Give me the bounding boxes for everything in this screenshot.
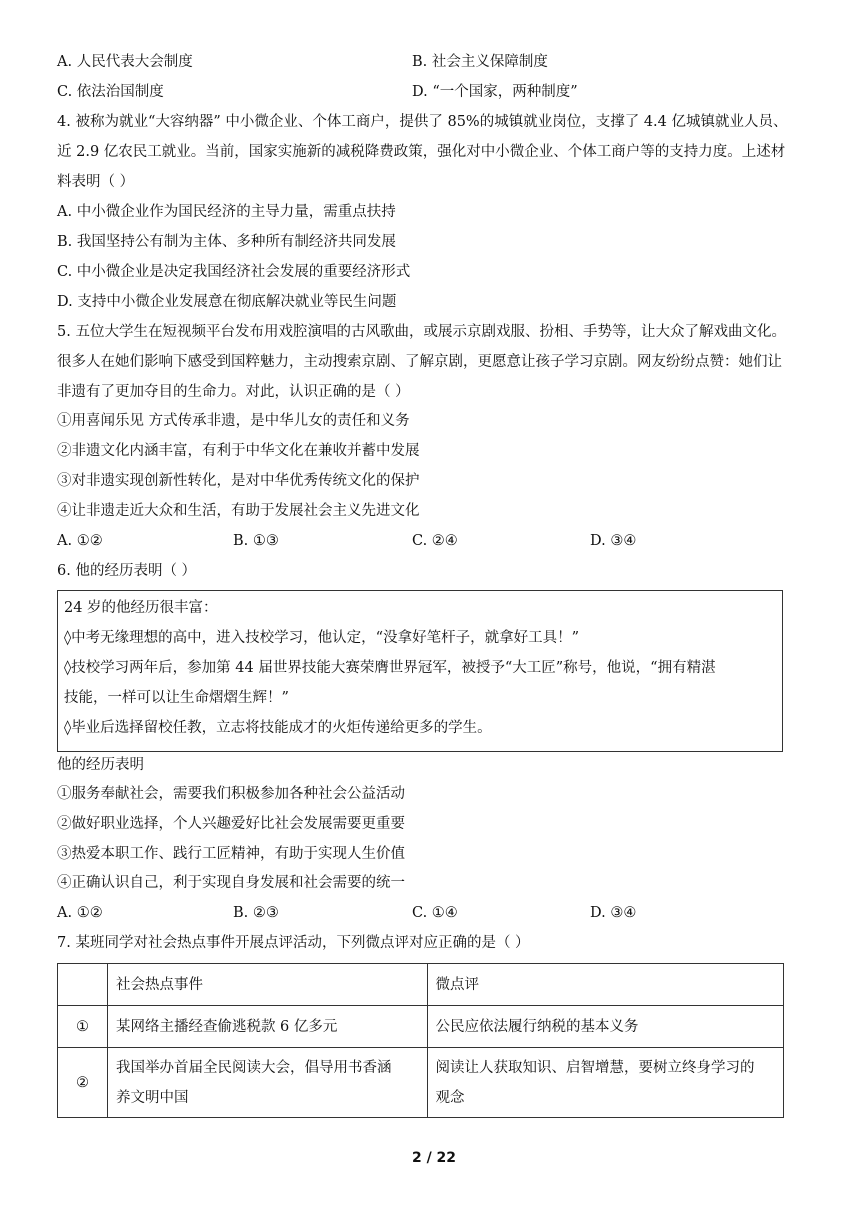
- q5-item-1: ①用喜闻乐见 方式传承非遗，是中华儿女的责任和义务: [57, 413, 410, 429]
- table-header-cell: 社会热点事件: [107, 964, 427, 1006]
- q5-item-4: ④让非遗走近大众和生活，有助于发展社会主义先进文化: [57, 503, 420, 519]
- q6-box-line: 技能，一样可以让生命熠熠生辉！”: [64, 690, 289, 706]
- q6-box-line: 24 岁的他经历很丰富：: [64, 600, 218, 616]
- q5-choice-d: D. ③④: [590, 533, 637, 549]
- q4-option-c: C. 中小微企业是决定我国经济社会发展的重要经济形式: [57, 264, 411, 280]
- table-row: [58, 1048, 784, 1118]
- q5-choice-a: A. ①②: [57, 533, 103, 549]
- q6-box-line: ◊毕业后选择留校任教，立志将技能成才的火炬传递给更多的学生。: [64, 720, 492, 736]
- table-cell-text: 养文明中国: [115, 1089, 189, 1106]
- q6-choice-c: C. ①④: [412, 905, 458, 921]
- q6-choice-a: A. ①②: [57, 905, 103, 921]
- table-header-cell: [58, 964, 108, 1006]
- q5-stem-line: 很多人在她们影响下感受到国粹魅力，主动搜索京剧、了解京剧，更愿意让孩子学习京剧。网友纷纷点赞：她们让: [57, 354, 782, 370]
- q6-choice-b: B. ②③: [233, 905, 279, 921]
- q5-stem-line: 5. 五位大学生在短视频平台发布用戏腔演唱的古风歌曲，或展示京剧戏服、扮相、手势等，让大众了解戏曲文化。: [57, 324, 786, 340]
- q4-option-a: A. 中小微企业作为国民经济的主导力量，需重点扶持: [57, 204, 396, 220]
- q5-choice-c: C. ②④: [412, 533, 458, 549]
- q4-option-d: D. 支持中小微企业发展意在彻底解决就业等民生问题: [57, 294, 397, 310]
- q6-box-line: ◊技校学习两年后，参加第 44 届世界技能大赛荣膺世界冠军，被授予“大工匠”称号，他说，“拥有精湛: [64, 660, 716, 676]
- q5-choice-b: B. ①③: [233, 533, 279, 549]
- q4-option-b: B. 我国坚持公有制为主体、多种所有制经济共同发展: [57, 234, 396, 250]
- q3-option-b: B. 社会主义保障制度: [412, 54, 548, 70]
- q3-option-d: D. “一个国家，两种制度”: [412, 84, 578, 100]
- q6-stem: 6. 他的经历表明（ ）: [57, 563, 197, 579]
- q5-stem-line: 非遗有了更加夺目的生命力。对此，认识正确的是（ ）: [57, 384, 410, 400]
- q6-item-3: ③热爱本职工作、践行工匠精神，有助于实现人生价值: [57, 846, 405, 862]
- table-cell-text: 我国举办首届全民阅读大会，倡导用书香涵: [115, 1059, 392, 1076]
- q6-item-1: ①服务奉献社会，需要我们积极参加各种社会公益活动: [57, 786, 405, 802]
- q3-option-a: A. 人民代表大会制度: [57, 54, 193, 70]
- table-comment-cell: [427, 1048, 784, 1118]
- q7-stem: 7. 某班同学对社会热点事件开展点评活动，下列微点评对应正确的是（ ）: [57, 935, 530, 951]
- table-cell-text: 公民应依法履行纳税的基本义务: [435, 1018, 639, 1035]
- page-number: 2 / 22: [411, 1150, 457, 1166]
- table-cell-text: 阅读让人获取知识、启智增慧，要树立终身学习的: [435, 1059, 755, 1076]
- table-comment-cell: [427, 1006, 784, 1048]
- q7-table: [57, 963, 784, 1118]
- q6-item-2: ②做好职业选择，个人兴趣爱好比社会发展需要更重要: [57, 816, 405, 832]
- table-event-cell: [107, 1048, 427, 1118]
- q6-choice-d: D. ③④: [590, 905, 637, 921]
- table-event-cell: [107, 1006, 427, 1048]
- table-row-number: ①: [58, 1006, 108, 1048]
- q6-material-box: [57, 590, 783, 752]
- q4-stem-line: 4. 被称为就业“大容纳器” 中小微企业、个体工商户，提供了 85%的城镇就业岗位，支撑了 4.4 亿城镇就业人员、: [57, 114, 788, 130]
- table-row: [58, 1006, 784, 1048]
- q6-box-line: ◊中考无缘理想的高中，进入技校学习，他认定，“没拿好笔杆子，就拿好工具！”: [64, 630, 579, 646]
- q5-item-3: ③对非遗实现创新性转化，是对中华优秀传统文化的保护: [57, 473, 420, 489]
- q5-item-2: ②非遗文化内涵丰富，有利于中华文化在兼收并蓄中发展: [57, 443, 420, 459]
- table-cell-text: 观念: [435, 1089, 465, 1106]
- q3-option-c: C. 依法治国制度: [57, 84, 164, 100]
- q4-stem-line: 近 2.9 亿农民工就业。当前，国家实施新的减税降费政策，强化对中小微企业、个体工商户等的支持力度。上述材: [57, 144, 786, 160]
- table-row-number: ②: [58, 1048, 108, 1118]
- q6-lead: 他的经历表明: [57, 757, 144, 773]
- table-cell-text: 某网络主播经查偷逃税款 6 亿多元: [115, 1018, 338, 1035]
- q6-item-4: ④正确认识自己，利于实现自身发展和社会需要的统一: [57, 875, 405, 891]
- table-header-cell: 微点评: [427, 964, 784, 1006]
- table-header-row: [58, 964, 784, 1006]
- q4-stem-line: 料表明（ ）: [57, 174, 135, 190]
